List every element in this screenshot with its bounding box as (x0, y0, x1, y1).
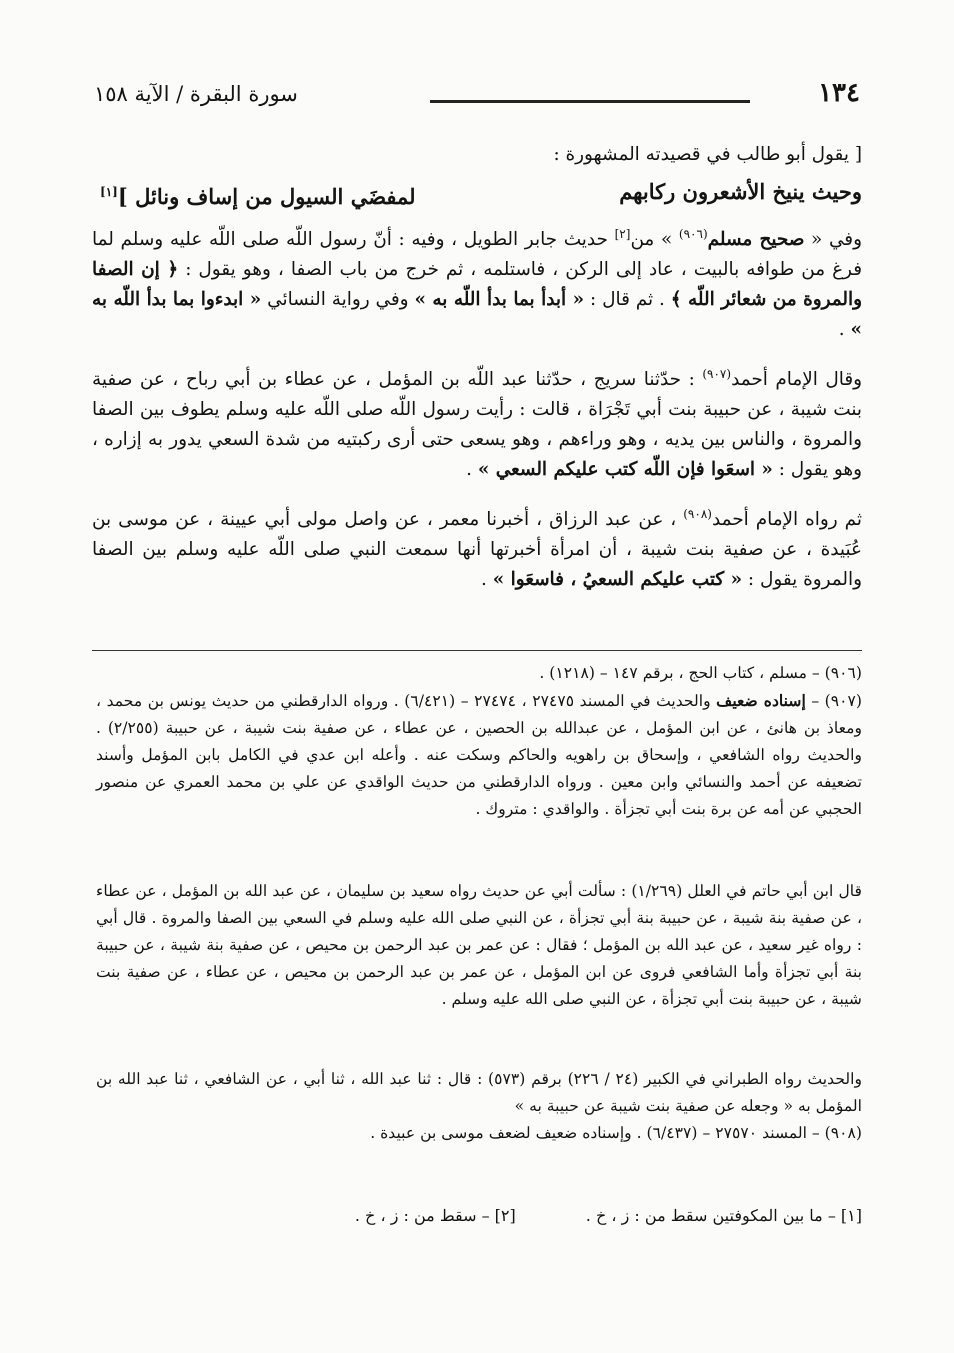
paragraph-muslim: وفي « صحيح مسلم$^{(٩٠٦)}$ » من[٢] حديث جابر الطويل ، وفيه : أنّ رسول اللّه صلى اللّه عليه وسلم لما فرغ من طوافه بالبيت ، عاد إلى الركن ، فاستلمه ، ثم خرج من باب الصفا ، وهو يقول : ﴿ إن الصفا والمروة من شعائر اللّه ﴾ . ثم قال : « أبدأ بما بدأ اللّه به » وفي رواية النسائي « ابدءوا بما بدأ اللّه به » . (92, 227, 862, 341)
footnote-907: (٩٠٧) – إسناده ضعيف والحديث في المسند ٢٧٤٧٥ ، ٢٧٤٧٤ – (٦/٤٢١) . ورواه الدارقطني من حديث يونس بن محمد ، ومعاذ بن هانئ ، عن ابن المؤمل ، عن عبدالله بن الحصين ، عن عطاء ، عن صفية بنت شيبة ، عن حبيبة (٢/٢٥٥) . والحديث رواه الشافعي ، وإسحاق بن راهويه والحاكم وسكت عنه . وأعله ابن عدي في الكامل بابن المؤمل وأسند تضعيفه عن أحمد والنسائي وابن معين . ورواه الدارقطني من حديث الواقدي عن علي بن محمد العمري عن منصور الحجبي عن أمه عن برة بنت أبي تجزأة . والواقدي : متروك . (96, 691, 863, 818)
footnotes-continued (96, 878, 862, 1013)
footnotes-tabarani (96, 1066, 862, 1147)
poem-right-hemistich: وحيث ينيخ الأشعرون ركابهم (619, 179, 862, 204)
footnotes (96, 660, 862, 823)
poem-intro: [ يقول أبو طالب في قصيدته المشهورة : (553, 144, 862, 165)
page-header (94, 78, 860, 118)
hadith-quote: « كتب عليكم السعيُ ، فاسعَوا » (492, 569, 743, 591)
editor-note-2: [٢] – سقط من : ز ، خ . (354, 1206, 516, 1225)
poem-left-hemistich: لمفضَي السيول من إساف ونائل ][١] (100, 184, 416, 209)
paragraph-ahmad-2: ثم رواه الإمام أحمد$^{(٩٠٨)}$ ، عن عبد الرزاق ، أخبرنا معمر ، عن واصل مولى أبي عيينة ، عن موسى بن عُبَيدة ، عن صفية بنت شيبة ، أن امرأة أخبرتها أنها سمعت النبي صلى اللّه عليه وسلم بين الصفا والمروة يقول : « كتب عليكم السعيُ ، فاسعَوا » . (92, 507, 862, 591)
footnote-906: (٩٠٦) – مسلم ، كتاب الحج ، برقم ١٤٧ – (١٢١٨) . (539, 664, 862, 682)
paragraph-ahmad: وقال الإمام أحمد$^{(٩٠٧)}$ : حدّثنا سريج ، حدّثنا عبد اللّه بن المؤمل ، عن عطاء بن أبي رباح ، عن صفية بنت شيبة ، عن حبيبة بنت أبي تَجْرَاة ، قالت : رأيت رسول اللّه صلى اللّه عليه وسلم يطوف بين الصفا والمروة ، والناس بين يديه ، وهو وراءهم ، وهو يسعى حتى أرى ركبتيه من شدة السعي يدور به إزاره ، وهو يقول : « اسعَوا فإن اللّه كتب عليكم السعي » . (92, 367, 862, 481)
hadith-quote: « ابدءوا بما بدأ اللّه به » (92, 289, 862, 341)
footnote-ilal: قال ابن أبي حاتم في العلل (١/٢٦٩) : سألت أبي عن حديث رواه سعيد بن سليمان ، عن عبد الله بن المؤمل ، عن عطاء ، عن صفية بنة شيبة ، عن حبيبة بنة أبي تجزأة ، عن النبي صلى الله عليه وسلم في السعي بين الصفا والمروة . قال أبي : رواه غير سعيد ، عن عبد الله بن المؤمل ؛ فقال : عن عمر بن عبد الرحمن بن محيص ، عن صفية بنة شيبة ، عن حبيبة بنة أبي تجزأة وأما الشافعي فروى عن ابن المؤمل ، عن عمر بن عبد الرحمن بن محيص ، عن عطاء ، عن صفية بنت شيبة ، عن حبيبة بنت أبي تجزأة ، عن النبي صلى الله عليه وسلم . (96, 882, 863, 1008)
poem-verse (92, 170, 862, 219)
hadith-quote: « أبدأ بما بدأ اللّه به » (414, 289, 585, 311)
page-number: ١٣٤ (818, 78, 860, 108)
editor-note-ref: [٢] (614, 227, 631, 241)
grading: إسناده ضعيف (716, 691, 806, 710)
hadith-quote: « اسعَوا فإن اللّه كتب عليكم السعي » (477, 459, 773, 481)
footnote-divider (92, 650, 862, 651)
book-title: صحيح مسلم (707, 229, 805, 251)
editor-note-1: [١] – ما بين المكوفتين سقط من : ز ، خ . (585, 1206, 862, 1225)
main-text (92, 140, 862, 595)
header-rule (430, 100, 750, 103)
footnote-ref: (٩٠٧) (702, 367, 732, 382)
editor-note-ref: [١] (100, 185, 118, 199)
footnote-tabarani: والحديث رواه الطبراني في الكبير (٢٤ / ٢٢٦) برقم (٥٧٣) : قال : ثنا عبد الله ، ثنا أبي ، عن الشافعي ، ثنا عبد الله بن المؤمل به « وجعله عن صفية بنت شيبة عن حبيبة به » (96, 1070, 863, 1115)
footnote-ref: (٩٠٦) (678, 227, 708, 241)
quran-verse: ﴿ إن الصفا والمروة من شعائر اللّه ﴾ (92, 259, 862, 311)
editor-notes (96, 1206, 862, 1225)
surah-title: سورة البقرة / الآية ١٥٨ (94, 82, 298, 106)
footnote-908: (٩٠٨) – المسند ٢٧٥٧٠ – (٦/٤٣٧) . وإسناده ضعيف لضعف موسى بن عبيدة . (370, 1124, 862, 1142)
footnote-ref: (٩٠٨) (683, 507, 712, 522)
